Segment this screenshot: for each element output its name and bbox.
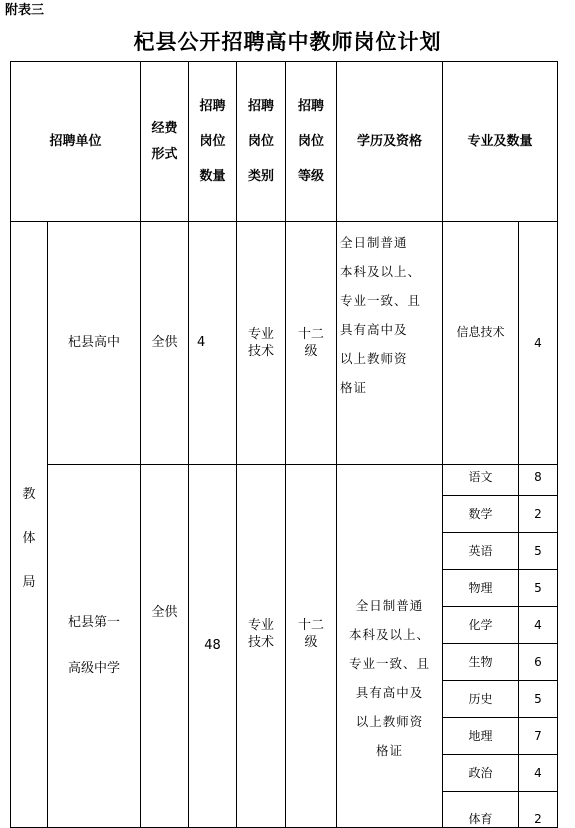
post-quota: 4 [197, 335, 206, 350]
post-category: 专业 技术 [247, 327, 274, 359]
major-count: 4 [534, 618, 542, 632]
major-count: 6 [534, 655, 542, 669]
major-count: 4 [534, 336, 542, 350]
funding-type: 全供 [151, 335, 178, 350]
major-name: 政治 [468, 766, 493, 780]
major-count: 5 [534, 544, 542, 558]
major-name: 数学 [468, 507, 493, 521]
major-name: 英语 [468, 544, 493, 558]
bureau-cell: 教 体 局 [22, 487, 36, 590]
major-count: 2 [534, 812, 542, 826]
major-name: 语文 [468, 470, 493, 484]
header-majors: 专业及数量 [467, 133, 533, 149]
page-title: 杞县公开招聘高中教师岗位计划 [133, 29, 442, 54]
table-right-border [557, 61, 558, 828]
major-name: 地理 [468, 729, 493, 743]
school-name: 杞县高中 [67, 335, 120, 350]
major-count: 5 [534, 692, 542, 706]
qualification-text: 全日制普通 本科及以上、 专业一致、且 具有高中及 以上教师资 格证 [340, 235, 422, 395]
major-name: 生物 [468, 655, 493, 669]
header-quota: 招聘 岗位 数量 [199, 99, 226, 184]
post-grade: 十二 级 [297, 618, 324, 650]
funding-type: 全供 [151, 605, 178, 620]
post-quota: 48 [204, 638, 221, 653]
header-grade: 招聘 岗位 等级 [297, 99, 324, 184]
major-count: 4 [534, 766, 542, 780]
major-name: 体育 [468, 812, 493, 826]
header-funding: 经费 形式 [151, 120, 178, 162]
header-unit: 招聘单位 [49, 133, 102, 149]
appendix-label: 附表三 [5, 3, 45, 18]
major-name: 物理 [468, 581, 493, 595]
major-count: 8 [534, 470, 542, 484]
header-category: 招聘 岗位 类别 [247, 99, 274, 184]
major-count: 7 [534, 729, 542, 743]
post-grade: 十二 级 [297, 327, 324, 359]
header-qualification: 学历及资格 [356, 133, 422, 149]
major-count: 5 [534, 581, 542, 595]
qualification-text: 全日制普通 本科及以上、 专业一致、且 具有高中及 以上教师资 格证 [348, 598, 430, 758]
post-category: 专业 技术 [247, 618, 274, 650]
major-count: 2 [534, 507, 542, 521]
major-name: 化学 [468, 618, 493, 632]
major-name: 历史 [468, 692, 493, 706]
major-name: 信息技术 [456, 325, 505, 339]
school-name: 杞县第一 高级中学 [67, 615, 120, 676]
